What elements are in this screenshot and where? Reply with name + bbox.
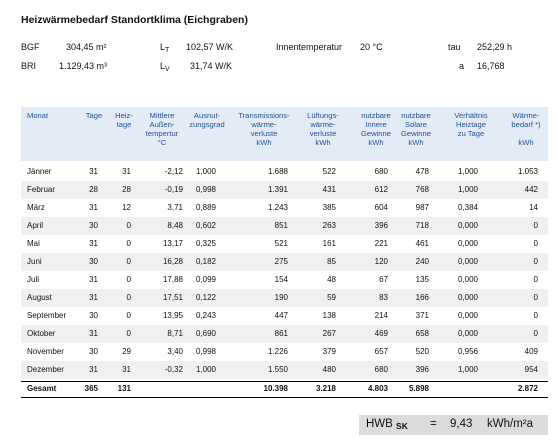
table-cell: 469	[374, 329, 388, 338]
tau-label: tau	[448, 42, 461, 52]
a-label: a	[459, 61, 465, 71]
table-cell: 0,000	[457, 257, 478, 266]
table-cell: 0,000	[457, 239, 478, 248]
table-cell: 1,000	[457, 185, 478, 194]
table-cell: 1,000	[195, 365, 216, 374]
table-cell: 0	[533, 329, 538, 338]
table-cell: 31	[89, 167, 98, 176]
table-cell: 0	[126, 221, 131, 230]
total-cell: 2.872	[517, 384, 538, 393]
table-cell: 8,48	[167, 221, 183, 230]
table-cell: 0,000	[457, 329, 478, 338]
table-cell: 135	[415, 275, 429, 284]
table-cell: 396	[415, 365, 429, 374]
table-cell: 0	[126, 257, 131, 266]
table-cell: 0	[126, 293, 131, 302]
table-cell: 0	[533, 275, 538, 284]
table-cell: 161	[322, 239, 336, 248]
bgf-label: BGF	[21, 42, 40, 52]
table-cell: 0	[533, 239, 538, 248]
table-cell: 0,998	[195, 185, 216, 194]
table-cell: 0	[126, 275, 131, 284]
table-cell: 214	[374, 311, 388, 320]
table-cell: 31	[89, 203, 98, 212]
table-cell: 31	[89, 239, 98, 248]
table-cell: 520	[415, 347, 429, 356]
table-cell: 30	[89, 347, 98, 356]
table-cell: 604	[374, 203, 388, 212]
table-cell: 1,000	[195, 167, 216, 176]
table-cell: 28	[122, 185, 131, 194]
total-cell: 131	[117, 384, 131, 393]
bri-label: BRI	[21, 61, 37, 71]
table-cell: 0,000	[457, 221, 478, 230]
table-cell: 17,88	[162, 275, 183, 284]
table-cell: 768	[415, 185, 429, 194]
table-cell: 275	[274, 257, 288, 266]
table-cell: 0,998	[195, 347, 216, 356]
total-cell: 5.898	[408, 384, 429, 393]
column-header: Mittlere Außen- tempertur °C	[145, 111, 179, 147]
table-cell: 221	[374, 239, 388, 248]
hwb-equals: =	[430, 418, 437, 430]
table-cell: 3,71	[167, 203, 183, 212]
table-cell: 987	[415, 203, 429, 212]
table-cell: 431	[322, 185, 336, 194]
table-cell: 0,000	[457, 293, 478, 302]
table-cell: 954	[524, 365, 538, 374]
table-cell: 396	[374, 221, 388, 230]
column-header: nutzbare Innere Gewinne kWh	[361, 111, 391, 147]
total-cell: Gesamt	[27, 384, 57, 393]
hwb-label: HWB SK	[366, 418, 408, 431]
table-cell: 0	[533, 221, 538, 230]
table-cell: 461	[415, 239, 429, 248]
table-cell: 67	[379, 275, 388, 284]
table-cell: 267	[322, 329, 336, 338]
bri-value: 1.129,43 m³	[59, 61, 108, 71]
column-header: Tage	[85, 111, 103, 120]
table-cell: 409	[524, 347, 538, 356]
table-cell: 154	[274, 275, 288, 284]
table-cell: November	[27, 347, 64, 356]
table-cell: 13,17	[162, 239, 183, 248]
total-cell: 10.398	[263, 384, 288, 393]
table-cell: 31	[89, 293, 98, 302]
bgf-value: 304,45 m²	[66, 42, 107, 52]
table-cell: 371	[415, 311, 429, 320]
table-bottom-line	[21, 397, 548, 398]
table-cell: 29	[122, 347, 131, 356]
table-cell: -0,32	[164, 365, 183, 374]
table-cell: 31	[89, 275, 98, 284]
table-cell: 0,602	[195, 221, 216, 230]
table-cell: 1.550	[267, 365, 288, 374]
lt-label: $L_T$	[160, 42, 170, 54]
total-separator-line	[21, 381, 548, 382]
table-cell: 0,690	[195, 329, 216, 338]
table-cell: 31	[89, 365, 98, 374]
table-cell: 442	[524, 185, 538, 194]
table-cell: 379	[322, 347, 336, 356]
innentemp-label: Innentemperatur	[276, 42, 343, 52]
table-cell: 718	[415, 221, 429, 230]
table-cell: 521	[274, 239, 288, 248]
lt-value: 102,57 W/K	[186, 42, 234, 52]
tau-value: 252,29 h	[477, 42, 513, 52]
table-cell: 16,28	[162, 257, 183, 266]
table-cell: 17,51	[162, 293, 183, 302]
table-cell: 13,95	[162, 311, 183, 320]
total-cell: 365	[84, 384, 98, 393]
table-cell: 0	[126, 311, 131, 320]
table-cell: April	[27, 221, 44, 230]
table-cell: September	[27, 311, 67, 320]
table-cell: 0	[533, 293, 538, 302]
table-cell: 8,71	[167, 329, 183, 338]
table-cell: Mai	[27, 239, 40, 248]
hwb-unit: kWh/m²a	[487, 418, 533, 430]
table-cell: 0,889	[195, 203, 216, 212]
total-cell: 4.803	[367, 384, 388, 393]
table-cell: 28	[89, 185, 98, 194]
table-cell: 166	[415, 293, 429, 302]
innentemp-value: 20 °C	[360, 42, 383, 52]
column-header: Monat	[27, 111, 49, 120]
table-cell: 3,40	[167, 347, 183, 356]
table-cell: 30	[89, 257, 98, 266]
table-cell: 190	[274, 293, 288, 302]
table-cell: 30	[89, 221, 98, 230]
table-cell: 385	[322, 203, 336, 212]
table-cell: 48	[327, 275, 336, 284]
table-cell: 0,000	[457, 275, 478, 284]
table-cell: 31	[89, 329, 98, 338]
table-cell: Oktober	[27, 329, 56, 338]
table-cell: 0	[533, 257, 538, 266]
table-cell: 138	[322, 311, 336, 320]
table-cell: 1,000	[457, 167, 478, 176]
table-cell: 478	[415, 167, 429, 176]
table-cell: 480	[322, 365, 336, 374]
table-cell: 263	[322, 221, 336, 230]
table-cell: 447	[274, 311, 288, 320]
table-cell: 240	[415, 257, 429, 266]
table-cell: Jänner	[27, 167, 52, 176]
table-cell: 680	[374, 167, 388, 176]
a-value: 16,768	[477, 61, 505, 71]
table-cell: 12	[122, 203, 131, 212]
table-cell: 1.688	[267, 167, 288, 176]
table-cell: 30	[89, 311, 98, 320]
column-header: Heiz- tage	[115, 111, 133, 129]
column-header: Transmissions- wärme- verluste kWh	[238, 111, 290, 147]
table-cell: 0	[126, 239, 131, 248]
column-header: nutzbare Solare Gewinne kWh	[401, 111, 431, 147]
table-cell: 0,182	[195, 257, 216, 266]
column-header: Lüftungs- wärme- verluste kWh	[307, 111, 339, 147]
hwb-value: 9,43	[450, 418, 473, 430]
table-cell: 1.053	[517, 167, 538, 176]
table-cell: März	[27, 203, 45, 212]
table-cell: Februar	[27, 185, 56, 194]
table-cell: 0,122	[195, 293, 216, 302]
table-cell: 861	[274, 329, 288, 338]
column-header: Verhältnis Heiztage zu Tage	[454, 111, 488, 138]
table-cell: 31	[122, 365, 131, 374]
table-cell: 522	[322, 167, 336, 176]
table-cell: 0,243	[195, 311, 216, 320]
table-cell: -2,12	[164, 167, 183, 176]
table-cell: Juni	[27, 257, 42, 266]
table-cell: 0	[126, 329, 131, 338]
table-cell: 851	[274, 221, 288, 230]
table-cell: Dezember	[27, 365, 64, 374]
table-cell: 0,325	[195, 239, 216, 248]
table-cell: 59	[327, 293, 336, 302]
table-cell: 612	[374, 185, 388, 194]
table-cell: 1,000	[457, 365, 478, 374]
table-cell: 83	[379, 293, 388, 302]
table-cell: 14	[529, 203, 538, 212]
table-cell: 1.243	[267, 203, 288, 212]
table-cell: August	[27, 293, 52, 302]
table-cell: 0,384	[457, 203, 478, 212]
lv-value: 31,74 W/K	[190, 61, 233, 71]
table-cell: 657	[374, 347, 388, 356]
table-cell: 1.391	[267, 185, 288, 194]
table-cell: 0	[533, 311, 538, 320]
column-header: Wärme- bedarf *) kWh	[511, 111, 541, 147]
lv-label: $L_V$	[160, 61, 170, 73]
table-cell: 0,099	[195, 275, 216, 284]
table-cell: 120	[374, 257, 388, 266]
table-cell: 680	[374, 365, 388, 374]
table-cell: 85	[327, 257, 336, 266]
table-cell: 0,000	[457, 311, 478, 320]
page-title: Heizwärmebedarf Standortklima (Eichgraben)	[21, 14, 248, 26]
table-cell: Juli	[27, 275, 40, 284]
table-cell: 1.226	[267, 347, 288, 356]
table-cell: 658	[415, 329, 429, 338]
total-cell: 3.218	[315, 384, 336, 393]
table-cell: -0,19	[164, 185, 183, 194]
column-header: Ausnut- zungsgrad	[189, 111, 225, 129]
table-cell: 0,956	[457, 347, 478, 356]
table-cell: 31	[122, 167, 131, 176]
